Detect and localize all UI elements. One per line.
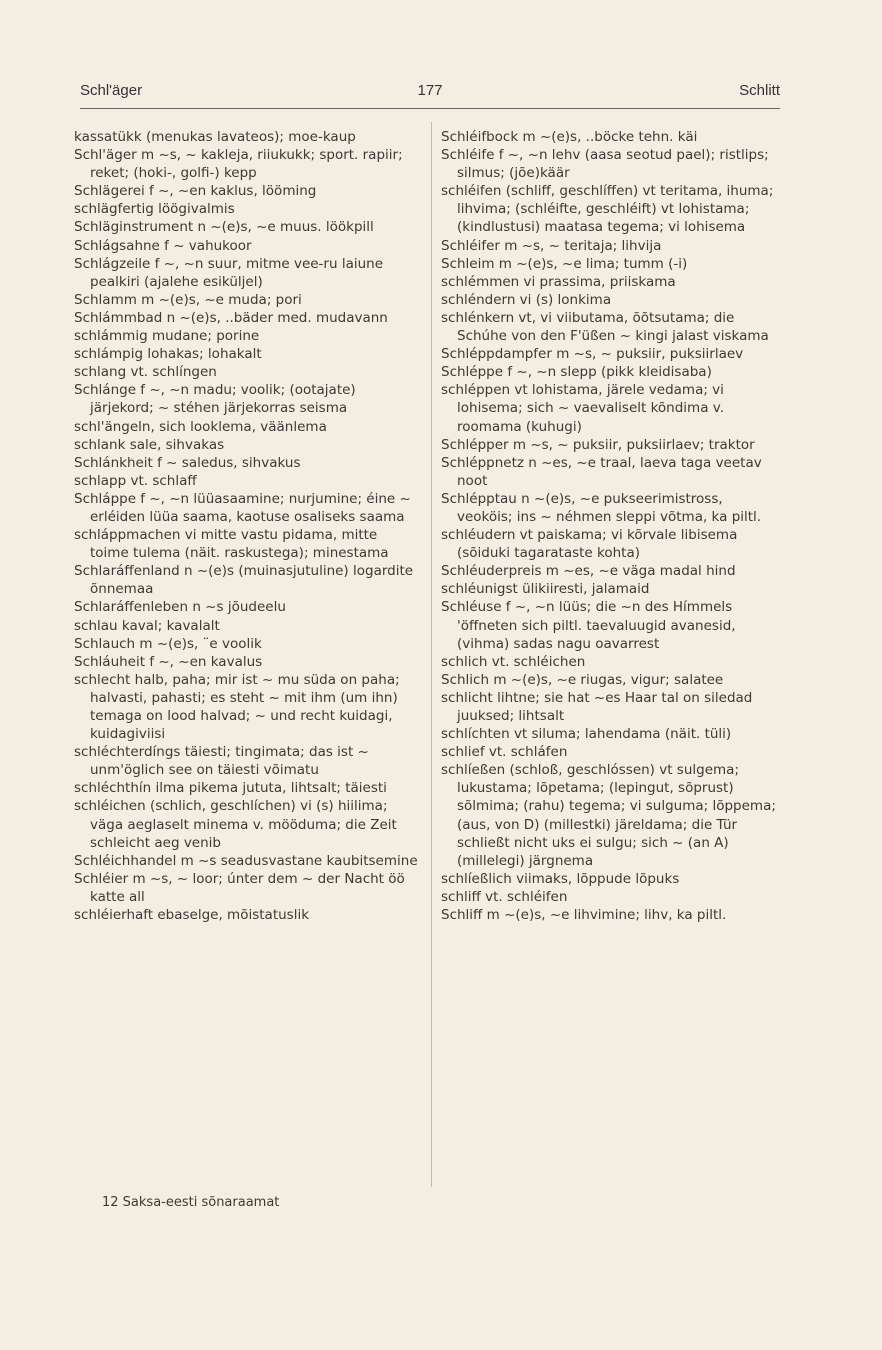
dictionary-entry: schléierhaft ebaselge, mõistatuslik xyxy=(74,907,310,924)
dictionary-entry: schléchterdíngs täiesti; tingimata; das ist ~ unm'öglich see on täiesti võimatu xyxy=(74,744,369,779)
dictionary-entry: Schlauch m ~(e)s, ¨e voolik xyxy=(74,635,262,652)
dictionary-entry: schlíeßen (schloß, geschlóssen) vt sulgema; lukustama; lõpetama; (lepingut, sõprust) sõlmima; (rahu) tegema; vi sulguma; lõppema; (aus, von D) (millestki) järeldama; die Tür schließt nicht uks ei sulgu; sich ~ (an A) (millelegi) järgnema xyxy=(441,762,776,869)
dictionary-entry: schlief vt. schláfen xyxy=(441,744,568,761)
dictionary-entry: schlicht lihtne; sie hat ~es Haar tal on siledad juuksed; lihtsalt xyxy=(441,689,753,724)
dictionary-entry: schléichen (schlich, geschlíchen) vi (s) hiilima; väga aeglaselt minema v. mööduma; die Zeit schleicht aeg venib xyxy=(74,798,397,851)
dictionary-entry: schlau kaval; kavalalt xyxy=(74,617,220,634)
page-footer: 12 Saksa-eesti sõnaraamat xyxy=(102,1195,280,1210)
dictionary-entry: Schlámmbad n ~(e)s, ..bäder med. mudavann xyxy=(74,309,388,326)
header-last-word: Schlitt xyxy=(739,82,780,99)
dictionary-entry: schlapp vt. schlaff xyxy=(74,472,197,489)
dictionary-entry: Schlágsahne f ~ vahukoor xyxy=(74,237,252,254)
dictionary-entry: Schléifbock m ~(e)s, ..böcke tehn. käi xyxy=(441,129,698,145)
left-column xyxy=(74,128,418,924)
right-column xyxy=(441,128,776,924)
dictionary-entry: Schl'äger m ~s, ~ kakleja, riiukukk; sport. rapiir; reket; (hoki-, golfi-) kepp xyxy=(74,147,403,182)
dictionary-entry: Schléuderpreis m ~es, ~e väga madal hind xyxy=(441,563,736,580)
dictionary-entry: Schláuheit f ~, ~en kavalus xyxy=(74,653,263,670)
dictionary-entry: schléifen (schliff, geschlíffen) vt teritama, ihuma; lihvima; (schléifte, geschléift) vt lohistama; (kindlustusi) maatasa tegema; vi lohisema xyxy=(441,183,774,236)
column-divider xyxy=(431,122,432,1187)
dictionary-entry: schláppmachen vi mitte vastu pidama, mitte toime tulema (näit. raskustega); minestama xyxy=(74,527,389,562)
dictionary-entry: schlémmen vi prassima, priiskama xyxy=(441,273,676,290)
dictionary-entry: Schlich m ~(e)s, ~e riugas, vigur; salatee xyxy=(441,671,724,688)
dictionary-entry: Schläginstrument n ~(e)s, ~e muus. löökpill xyxy=(74,219,374,236)
dictionary-entry: Schlánge f ~, ~n madu; voolik; (ootajate) järjekord; ~ stéhen järjekorras seisma xyxy=(74,382,356,417)
dictionary-entry: schléunigst ülikiiresti, jalamaid xyxy=(441,581,650,598)
dictionary-entry: schléudern vt paiskama; vi kõrvale libisema (sõiduki tagarataste kohta) xyxy=(441,527,738,562)
dictionary-entry: schlang vt. schlíngen xyxy=(74,364,217,381)
dictionary-entry: Schlánkheit f ~ saledus, sihvakus xyxy=(74,454,301,471)
dictionary-entry: schlénkern vt, vi viibutama, õõtsutama; die Schúhe von den F'üßen ~ kingi jalast viskama xyxy=(441,309,769,345)
dictionary-entry: Schléppe f ~, ~n slepp (pikk kleidisaba) xyxy=(441,364,712,381)
dictionary-entry: Schlägerei f ~, ~en kaklus, lööming xyxy=(74,183,317,200)
dictionary-entry: Schléuse f ~, ~n lüüs; die ~n des Hímmels 'öffneten sich piltl. taevaluugid avanesid, (vihma) sadas nagu oavarrest xyxy=(441,599,736,652)
dictionary-entry: schlecht halb, paha; mir ist ~ mu süda on paha; halvasti, pahasti; es steht ~ mit ihm (um ihn) temaga on lood halvad; ~ und recht kuidagi, kuidagiviisi xyxy=(74,671,400,743)
dictionary-entry: schlámpig lohakas; lohakalt xyxy=(74,346,262,363)
header-rule xyxy=(80,108,780,109)
dictionary-entry: Schléppnetz n ~es, ~e traal, laeva taga veetav noot xyxy=(441,454,762,489)
dictionary-entry: Schlépptau n ~(e)s, ~e pukseerimistross, veoköis; ins ~ néhmen sleppi võtma, ka piltl. xyxy=(441,490,762,525)
dictionary-entry: kassatükk (menukas lavateos); moe-kaup xyxy=(74,129,356,145)
dictionary-entry: schléppen vt lohistama, järele vedama; vi lohisema; sich ~ vaevaliselt kõndima v. roomama (kuhugi) xyxy=(441,382,725,435)
dictionary-entry: Schláppe f ~, ~n lüüasaamine; nurjumine; éine ~ erléiden lüüa saama, kaotuse osaliseks saama xyxy=(74,490,411,525)
dictionary-entry: schléchthín ilma pikema jututa, lihtsalt; täiesti xyxy=(74,780,387,797)
dictionary-entry: Schléppdampfer m ~s, ~ puksiir, puksiirlaev xyxy=(441,346,744,363)
dictionary-entry: schl'ängeln, sich looklema, väänlema xyxy=(74,418,327,435)
dictionary-entry: Schlamm m ~(e)s, ~e muda; pori xyxy=(74,291,302,308)
dictionary-entry: Schlépper m ~s, ~ puksiir, puksiirlaev; traktor xyxy=(441,436,755,453)
dictionary-entry: Schléifer m ~s, ~ teritaja; lihvija xyxy=(441,237,662,254)
dictionary-entry: Schlaráffenleben n ~s jõudeelu xyxy=(74,599,286,616)
dictionary-entry: schlägfertig löögivalmis xyxy=(74,201,235,218)
dictionary-entry: schlámmig mudane; porine xyxy=(74,328,260,345)
dictionary-entry: Schleim m ~(e)s, ~e lima; tumm (-i) xyxy=(441,255,688,272)
dictionary-entry: schléndern vi (s) lonkima xyxy=(441,291,612,308)
dictionary-entry: schlank sale, sihvakas xyxy=(74,436,225,453)
dictionary-entry: Schlágzeile f ~, ~n suur, mitme vee-ru laiune pealkiri (ajalehe esiküljel) xyxy=(74,255,384,290)
page-header xyxy=(80,82,780,106)
header-first-word: Schl'äger xyxy=(80,82,143,99)
dictionary-entry: Schléier m ~s, ~ loor; únter dem ~ der Nacht öö katte all xyxy=(74,870,405,905)
page-number: 177 xyxy=(417,82,443,99)
dictionary-entry: Schliff m ~(e)s, ~e lihvimine; lihv, ka piltl. xyxy=(441,907,727,924)
dictionary-entry: schlich vt. schléichen xyxy=(441,653,586,670)
dictionary-entry: schlíchten vt siluma; lahendama (näit. tüli) xyxy=(441,726,732,743)
dictionary-entry: Schléichhandel m ~s seadusvastane kaubitsemine xyxy=(74,852,418,869)
dictionary-entry: schliff vt. schléifen xyxy=(441,888,568,905)
dictionary-entry: Schléife f ~, ~n lehv (aasa seotud pael); ristlips; silmus; (jõe)käär xyxy=(441,147,769,182)
dictionary-entry: schlíeßlich viimaks, lõppude lõpuks xyxy=(441,870,680,887)
dictionary-entry: Schlaráffenland n ~(e)s (muinasjutuline) logardite õnnemaa xyxy=(74,563,414,598)
